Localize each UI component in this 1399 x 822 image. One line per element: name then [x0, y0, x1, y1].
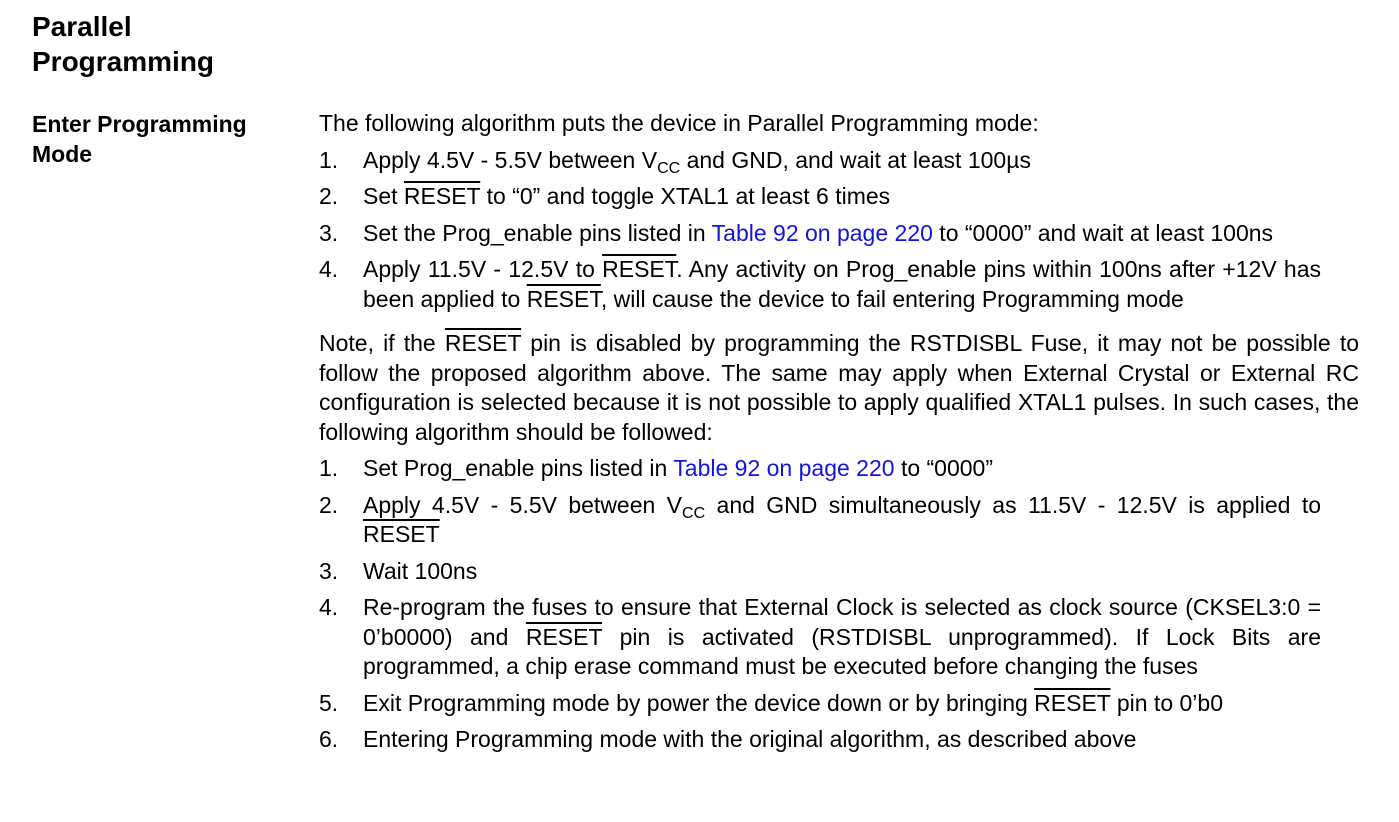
algorithm-list-2 — [319, 454, 1359, 755]
body-content — [319, 109, 1359, 770]
step-text: pin to 0’b0 — [1110, 689, 1223, 716]
step-text: to “0000” — [894, 455, 994, 481]
note-text: pin is disabled by programming the RSTDISBL Fuse, it may not be possible to follow the proposed algorithm above. The same may apply when External Crystal or External RC configuration is selected because it is not possible to apply qualified XTAL1 pulses. In such cases, the following algorithm should be followed: — [319, 330, 1359, 445]
reset-signal: RESET — [403, 183, 481, 209]
step-text: and GND, and wait at least 100µs — [680, 146, 1031, 173]
step-text: Apply 11.5V - 12.5V to — [363, 256, 603, 282]
note-paragraph — [319, 329, 1359, 447]
table-92-link[interactable]: Table 92 on page 220 — [711, 219, 933, 246]
item-number: 2. — [319, 183, 339, 209]
item-number: 4. — [319, 256, 339, 282]
step-text: Set the Prog_enable pins listed in — [363, 219, 712, 246]
step-text: Set — [363, 183, 404, 209]
section-title: Parallel Programming — [32, 11, 215, 77]
reset-signal: RESET — [1034, 689, 1111, 716]
step-text: to “0” and toggle XTAL1 at least 6 times — [480, 183, 891, 209]
step-text: Entering Programming mode with the original algorithm, as described above — [363, 726, 1137, 752]
subscript: CC — [682, 504, 706, 522]
algorithm-list-1 — [319, 146, 1359, 315]
reset-signal: RESET — [526, 285, 601, 312]
step-text: Set Prog_enable pins listed in — [363, 455, 674, 481]
reset-signal: RESET — [444, 330, 522, 356]
step-text: Exit Programming mode by power the device down or by bringing — [363, 689, 1035, 716]
list-item — [319, 219, 1321, 249]
list-item — [319, 725, 1321, 755]
reset-signal: RESET — [602, 256, 677, 282]
list-item — [319, 491, 1321, 550]
item-number: 4. — [319, 594, 339, 620]
table-92-link[interactable]: Table 92 on page 220 — [673, 455, 895, 481]
item-number: 1. — [319, 455, 339, 481]
step-text: Re-program the fuses to ensure that External Clock is selected as clock source (CKSEL3:0 = 0’b0000) and — [363, 594, 1321, 650]
list-item — [319, 689, 1321, 719]
step-text: Apply 4.5V - 5.5V between V — [363, 146, 658, 173]
step-text: . Any activity on Prog_enable pins within 100ns after +12V has been applied to — [363, 256, 1321, 312]
list-item — [319, 593, 1321, 682]
list-item — [319, 454, 1321, 484]
side-heading: Enter Programming Mode — [32, 111, 247, 167]
subscript: CC — [657, 159, 681, 177]
reset-signal: RESET — [363, 521, 440, 547]
item-number: 3. — [319, 219, 339, 246]
step-text: , will cause the device to fail entering Programming mode — [600, 285, 1184, 312]
item-number: 3. — [319, 557, 339, 584]
list-item — [319, 146, 1321, 176]
list-item — [319, 557, 1321, 587]
step-text: to “0000” and wait at least 100ns — [932, 219, 1274, 246]
item-number: 2. — [319, 491, 339, 518]
step-text: and GND simultaneously as 11.5V - 12.5V is applied to — [705, 491, 1321, 518]
item-number: 5. — [319, 689, 339, 716]
item-number: 1. — [319, 146, 339, 173]
intro-paragraph: The following algorithm puts the device in Parallel Programming mode: — [319, 110, 1039, 136]
list-item — [319, 255, 1321, 314]
item-number: 6. — [319, 726, 339, 752]
step-text: pin is activated (RSTDISBL unprogrammed). If Lock Bits are programmed, a chip erase command must be executed before changing the fuses — [363, 623, 1321, 679]
note-text: Note, if the — [319, 330, 445, 356]
step-text: Apply 4.5V - 5.5V between V — [363, 491, 683, 518]
step-text: Wait 100ns — [363, 557, 478, 584]
reset-signal: RESET — [525, 623, 603, 650]
list-item — [319, 182, 1321, 212]
